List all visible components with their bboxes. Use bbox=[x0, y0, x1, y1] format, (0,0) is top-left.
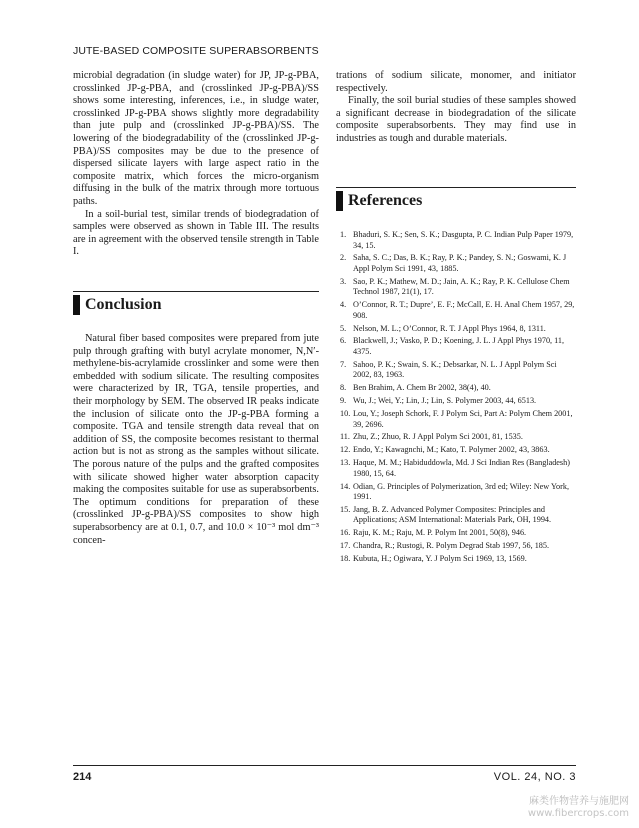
reference-number: 7. bbox=[340, 359, 347, 369]
heading-bar bbox=[336, 191, 343, 211]
reference-item bbox=[340, 230, 576, 251]
reference-text: Blackwell, J.; Vasko, P. D.; Koening, J. L. J Appl Phys 1970, 11, 4375. bbox=[353, 336, 565, 356]
reference-number: 3. bbox=[340, 276, 347, 286]
reference-item bbox=[340, 409, 576, 430]
reference-number: 12. bbox=[340, 445, 351, 455]
reference-number: 1. bbox=[340, 230, 347, 239]
watermark-text: 麻类作物营养与施肥网 bbox=[529, 796, 629, 807]
references-title: References bbox=[348, 192, 423, 209]
reference-text: Odian, G. Principles of Polymerization, 3rd ed; Wiley: New York, 1991. bbox=[353, 481, 570, 502]
reference-item bbox=[340, 300, 576, 321]
reference-text: Saha, S. C.; Das, B. K.; Ray, P. K.; Pandey, S. N.; Goswami, K. J Appl Polym Sci 1991, 43, 1885. bbox=[353, 253, 567, 273]
reference-number: 8. bbox=[340, 383, 347, 393]
conclusion-title: Conclusion bbox=[85, 296, 162, 313]
heading-bar bbox=[73, 295, 80, 315]
reference-text: Sao, P. K.; Mathew, M. D.; Jain, A. K.; Ray, P. K. Cellulose Chem Technol 1987, 21(1), 17. bbox=[353, 276, 570, 297]
reference-item bbox=[340, 277, 576, 298]
volume-label: VOL. 24, NO. 3 bbox=[493, 771, 576, 783]
reference-number: 6. bbox=[340, 336, 347, 346]
reference-item bbox=[340, 482, 576, 503]
page-number: 214 bbox=[73, 771, 92, 783]
reference-number: 18. bbox=[340, 554, 351, 564]
footer-rule bbox=[73, 765, 576, 766]
reference-number: 9. bbox=[340, 396, 347, 406]
reference-item bbox=[340, 336, 576, 357]
reference-item bbox=[340, 396, 576, 407]
reference-item bbox=[340, 505, 576, 526]
reference-text: Raju, K. M.; Raju, M. P. Polym Int 2001, 50(8), 946. bbox=[353, 528, 527, 538]
reference-number: 10. bbox=[340, 409, 351, 419]
reference-item bbox=[340, 253, 576, 274]
reference-text: Wu, J.; Wei, Y.; Lin, J.; Lin, S. Polymer 2003, 44, 6513. bbox=[353, 396, 537, 406]
reference-number: 2. bbox=[340, 253, 347, 263]
reference-item bbox=[340, 445, 576, 456]
reference-item bbox=[340, 383, 576, 394]
reference-item bbox=[340, 458, 576, 479]
right-column bbox=[336, 70, 576, 146]
conclusion-paragraph: Natural fiber based composites were prepared from jute pulp through grafting with butyl acrylate monomer, N,N′-methylene-bis-acrylamide crosslinker and some were then embedded with sodium silicate. The resulting composites were characterized by IR, TGA, tensile properties, and their morphology by SEM. The observed IR peaks indicate the inclusion of silicate onto the JP-g-PBA forming a composite. TGA and tensile strength data reveal that on addition of SS, the composite becomes resistant to thermal action but is not as strong as the samples without silicate. The porous nature of the pulps and the grafted composites with silicate showed higher water absorption capacity making the composites suitable for use as superabsorbents. The optimum conditions for preparation of these (crosslinked JP-g-PBA)/SS composites to show high superabsorbency are at 0.1, 0.7, and 10.0 × 10⁻³ mol dm⁻³ concen- bbox=[73, 333, 319, 546]
reference-item bbox=[340, 432, 576, 443]
reference-number: 15. bbox=[340, 504, 351, 514]
reference-text: Kubuta, H.; Ogiwara, Y. J Polym Sci 1969, 13, 1569. bbox=[353, 554, 527, 564]
reference-text: Endo, Y.; Kawagnchi, M.; Kato, T. Polymer 2002, 43, 3863. bbox=[353, 445, 550, 455]
reference-number: 5. bbox=[340, 323, 347, 333]
watermark-url: www.fibercrops.com bbox=[527, 808, 629, 819]
reference-item bbox=[340, 541, 576, 552]
reference-number: 17. bbox=[340, 541, 351, 551]
body-paragraph: Finally, the soil burial studies of these samples showed a significant decrease in biodegradation of the silicate composite superabsorbents. They may find use in industries as tough and durable materials. bbox=[336, 95, 576, 144]
body-paragraph: In a soil-burial test, similar trends of biodegradation of samples were observed as shown in Table III. The results are in agreement with the observed tensile strength in Table I. bbox=[73, 208, 319, 258]
reference-text: Nelson, M. L.; O’Connor, R. T. J Appl Phys 1964, 8, 1311. bbox=[353, 323, 546, 333]
reference-item bbox=[340, 528, 576, 539]
reference-text: O’Connor, R. T.; Dupre’, E. F.; McCall, E. H. Anal Chem 1957, 29, 908. bbox=[353, 300, 575, 320]
reference-text: Ben Brahim, A. Chem Br 2002, 38(4), 40. bbox=[353, 383, 491, 393]
reference-number: 4. bbox=[340, 300, 347, 310]
reference-number: 14. bbox=[340, 481, 351, 491]
reference-item bbox=[340, 324, 576, 335]
reference-number: 16. bbox=[340, 528, 351, 538]
body-paragraph: trations of sodium silicate, monomer, and initiator respectively. bbox=[336, 70, 576, 94]
reference-number: 11. bbox=[340, 432, 350, 442]
reference-text: Jang, B. Z. Advanced Polymer Composites: Principles and Applications; ASM International: Materials Park, OH, 1994. bbox=[353, 504, 552, 525]
reference-item bbox=[340, 360, 576, 381]
reference-text: Sahoo, P. K.; Swain, S. K.; Debsarkar, N. L. J Appl Polym Sci 2002, 83, 1963. bbox=[353, 359, 557, 380]
running-head: JUTE-BASED COMPOSITE SUPERABSORBENTS bbox=[73, 45, 319, 57]
left-column bbox=[73, 70, 319, 259]
references-heading bbox=[336, 187, 576, 211]
reference-list bbox=[340, 230, 576, 567]
reference-text: Chandra, R.; Rustogi, R. Polym Degrad Stab 1997, 56, 185. bbox=[353, 541, 550, 551]
reference-text: Haque, M. M.; Habiduddowla, Md. J Sci Indian Res (Bangladesh) 1980, 15, 64. bbox=[353, 458, 570, 478]
conclusion-body bbox=[73, 333, 319, 547]
reference-text: Bhaduri, S. K.; Sen, S. K.; Dasgupta, P. C. Indian Pulp Paper 1979, 34, 15. bbox=[353, 230, 574, 250]
reference-item bbox=[340, 554, 576, 565]
reference-number: 13. bbox=[340, 458, 351, 468]
reference-text: Lou, Y.; Joseph Schork, F. J Polym Sci, Part A: Polym Chem 2001, 39, 2696. bbox=[353, 409, 573, 429]
reference-text: Zhu, Z.; Zhuo, R. J Appl Polym Sci 2001, 81, 1535. bbox=[353, 432, 523, 442]
body-paragraph: microbial degradation (in sludge water) for JP, JP-g-PBA, crosslinked JP-g-PBA, and (crosslinked JP-g-PBA)/SS shows some interesting, inferences, i.e., in sludge water, crosslinked JP-g-PBA shows slightly more degradability than jute pulp and (crosslinked JP-g-PBA)/SS. The lowering of the biodegradability of the (crosslinked JP-g-PBA)/SS composites may be due to the presence of dispersed silicate layers with large aspect ratio in the composite matrix, which forces the micro-organism diffusing in the bulk of the matrix through more tortuous paths. bbox=[73, 70, 319, 207]
conclusion-heading bbox=[73, 291, 319, 315]
